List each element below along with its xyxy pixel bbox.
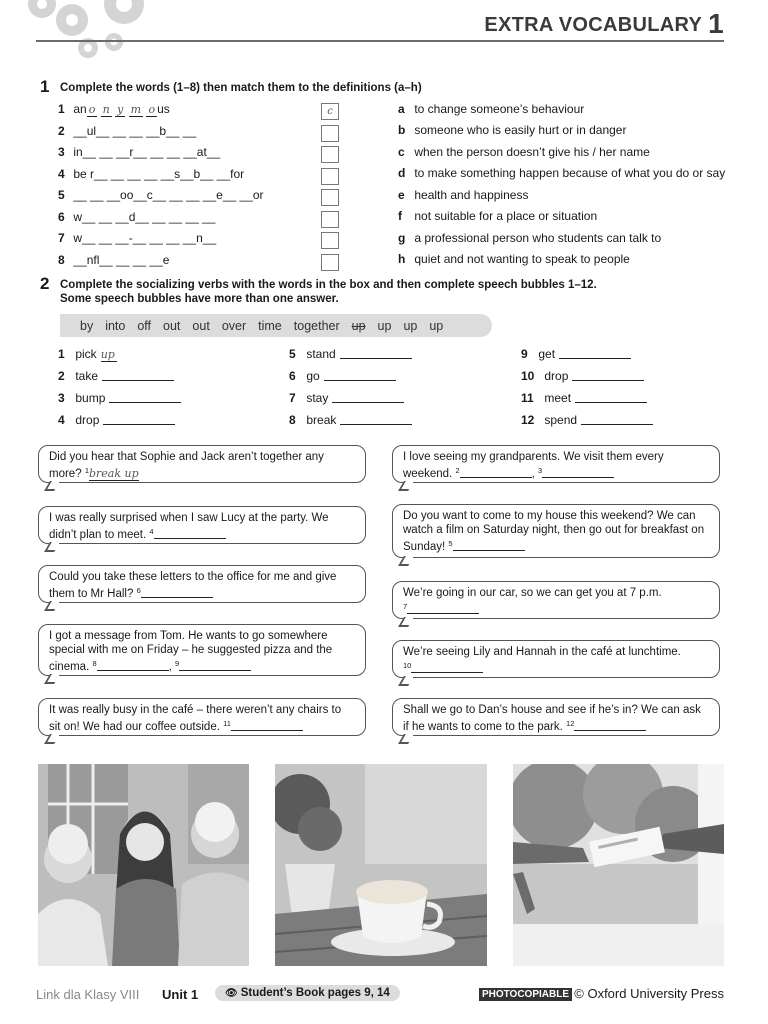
verb-item-11: 11 meet [521,391,647,405]
match-box-6[interactable] [321,211,339,228]
exercise-2-number: 2 [40,274,50,293]
match-box-2[interactable] [321,125,339,142]
definition-e: e health and happiness [398,188,529,202]
verb-item-1: 1 pick up [58,347,115,361]
verb-item-3: 3 bump [58,391,181,405]
unit-label: Unit 1 [162,987,199,1002]
speech-bubble-12: Shall we go to Dan’s house and see if he’s in? We can ask if he wants to come to the park. $^{12}$ [392,698,720,736]
definition-b: b someone who is easily hurt or in danger [398,123,627,137]
photo-cafe-coffee [275,764,487,966]
verb-item-12: 12 spend [521,413,653,427]
word-item-5: 5 __ __ __oo__c__ __ __ __e__ __or [58,188,264,202]
exercise-2-instruction-2: Some speech bubbles have more than one answer. [60,293,339,305]
definition-d: d to make something happen because of what you do or say [398,166,726,180]
header-divider [36,40,724,42]
verb-item-6: 6 go [289,369,396,383]
photo-grandparents [38,764,249,966]
word-item-7: 7 w__ __ __-__ __ __ __n__ [58,231,217,245]
speech-bubble-4: I was really surprised when I saw Lucy at the party. We didn’t plan to meet. $^4$ [38,506,366,544]
course-name: Link dla Klasy VIII [36,987,140,1002]
speech-bubble-10: We’re seeing Lily and Hannah in the café at lunchtime. $^{10}$ [392,640,720,678]
gears-decoration [14,0,174,64]
match-box-4[interactable] [321,168,339,185]
speech-bubble-7: We’re going in our car, so we can get you at 7 p.m. $^7$ [392,581,720,619]
footer [36,985,724,1005]
definition-g: g a professional person who students can talk to [398,231,662,245]
definition-h: h quiet and not wanting to speak to people [398,252,630,266]
speech-bubble-1: Did you hear that Sophie and Jack aren’t together any more? $^1$break up [38,445,366,483]
publisher: © Oxford University Press [574,986,724,1001]
word-box: by into off out out over time together up up up up [60,314,492,337]
page-title: EXTRA VOCABULARY 1 [484,8,724,39]
word-item-3: 3 in__ __ __r__ __ __ __at__ [58,145,221,159]
photocopiable-badge: PHOTOCOPIABLE [479,988,572,1001]
definition-c: c when the person doesn’t give his / her name [398,145,650,159]
word-item-2: 2 __ul__ __ __ __b__ __ [58,124,197,138]
students-book-reference: 👁 Student’s Book pages 9, 14 [215,985,400,1001]
eye-icon: 👁 [225,988,238,999]
exercise-1-instruction: Complete the words (1–8) then match them to the definitions (a–h) [60,82,422,94]
verb-item-10: 10 drop [521,369,644,383]
match-box-8[interactable] [321,254,339,271]
match-box-5[interactable] [321,189,339,206]
definition-f: f not suitable for a place or situation [398,209,598,223]
definition-a: a to change someone’s behaviour [398,102,585,116]
word-item-8: 8 __nfl__ __ __ __e [58,253,170,267]
match-box-7[interactable] [321,232,339,249]
speech-bubble-2-3: I love seeing my grandparents. We visit them every weekend. $^2$ , $^3$ [392,445,720,483]
verb-item-7: 7 stay [289,391,404,405]
verb-item-5: 5 stand [289,347,412,361]
speech-bubble-5: Do you want to come to my house this weekend? We can watch a film on Saturday night, then go out for breakfast on Sunday! $^5$ [392,504,720,558]
photo-handing-letters [513,764,724,966]
verb-item-4: 4 drop [58,413,175,427]
verb-item-8: 8 break [289,413,412,427]
verb-item-2: 2 take [58,369,174,383]
verb-item-9: 9 get [521,347,631,361]
speech-bubble-8-9: I got a message from Tom. He wants to go somewhere special with me on Friday – he suggested pizza and the cinema. $^8$ , $^9$ [38,624,366,676]
word-item-6: 6 w__ __ __d__ __ __ __ __ [58,210,216,224]
word-item-4: 4 be r__ __ __ __ __s__b__ __for [58,167,245,181]
match-box-1[interactable]: c [321,103,339,120]
match-box-3[interactable] [321,146,339,163]
exercise-2-instruction: Complete the socializing verbs with the words in the box and then complete speech bubbles 1–12. [60,279,597,291]
word-item-1: 1 an o n y m o us [58,102,170,116]
speech-bubble-11: It was really busy in the café – there weren’t any chairs to sit on! We had our coffee outside. $^{11}$ [38,698,366,736]
speech-bubble-6: Could you take these letters to the office for me and give them to Mr Hall? $^6$ [38,565,366,603]
exercise-1-number: 1 [40,77,50,96]
